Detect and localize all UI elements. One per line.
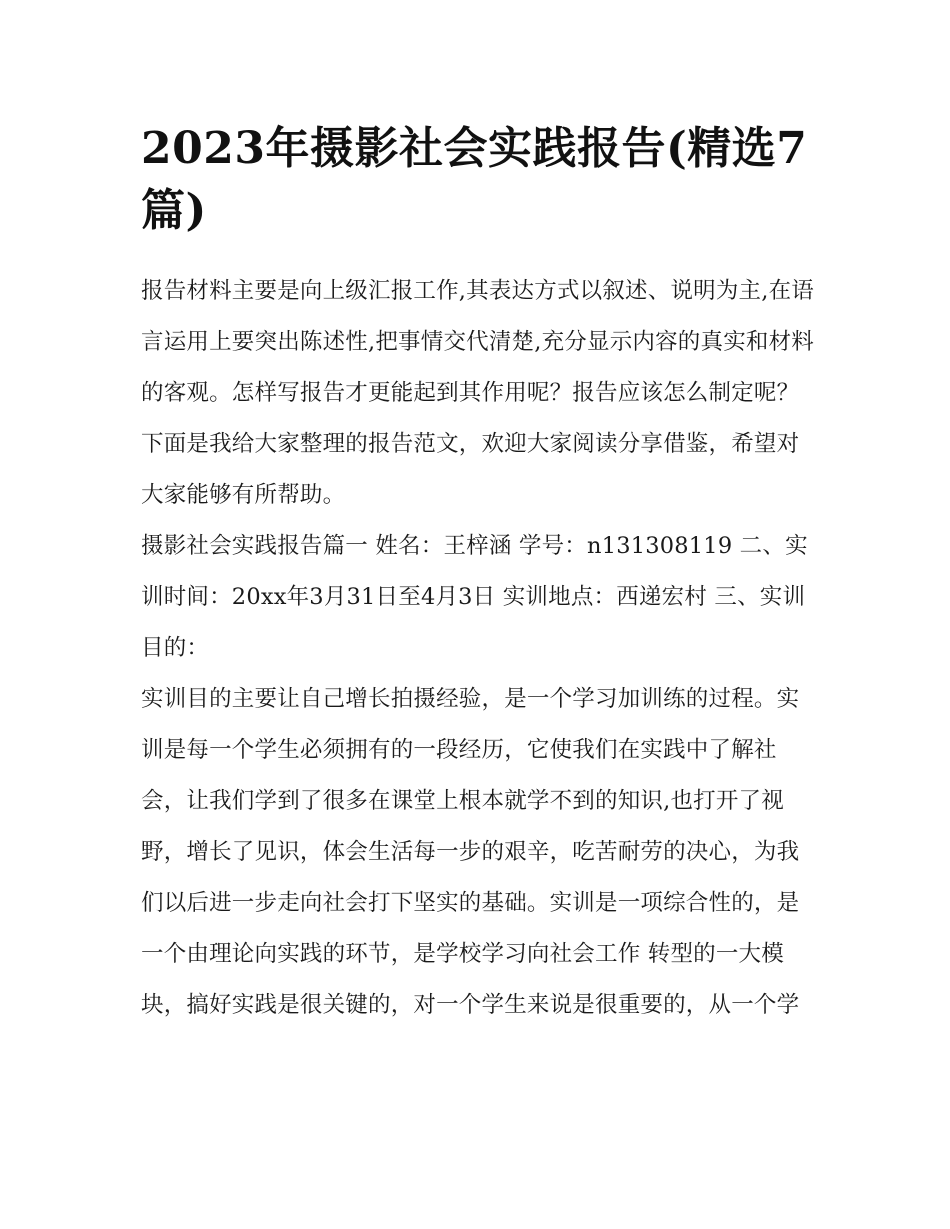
purpose-paragraph: 实训目的主要让自己增长拍摄经验，是一个学习加训练的过程。实训是每一个学生必须拥有的一段经历，它使我们在实践中了解社会，让我们学到了很多在课堂上根本就学不到的知识,也打开了视野，增长了见识，体会生活每一步的艰辛，吃苦耐劳的决心，为我们以后进一步走向社会打下坚实的基础。实训是一项综合性的，是一个由理论向实践的环节，是学校学习向社会工作 转型的一大模块，搞好实践是很关键的，对一个学生来说是很重要的，从一个学 bbox=[141, 686, 800, 1018]
intro-paragraph: 报告材料主要是向上级汇报工作,其表达方式以叙述、说明为主,在语言运用上要突出陈述性,把事情交代清楚,充分显示内容的真实和材料的客观。怎样写报告才更能起到其作用呢？报告应该怎么制定呢？下面是我给大家整理的报告范文，欢迎大家阅读分享借鉴，希望对大家能够有所帮助。 bbox=[141, 278, 815, 508]
document-body bbox=[141, 266, 816, 1031]
document-title: 2023年摄影社会实践报告(精选7篇) bbox=[141, 123, 808, 236]
info-paragraph: 摄影社会实践报告篇一 姓名：王梓涵 学号：n131308119 二、实训时间：20xx年3月31日至4月3日 实训地点：西递宏村 三、实训目的： bbox=[141, 533, 808, 661]
document-page bbox=[141, 118, 816, 1031]
